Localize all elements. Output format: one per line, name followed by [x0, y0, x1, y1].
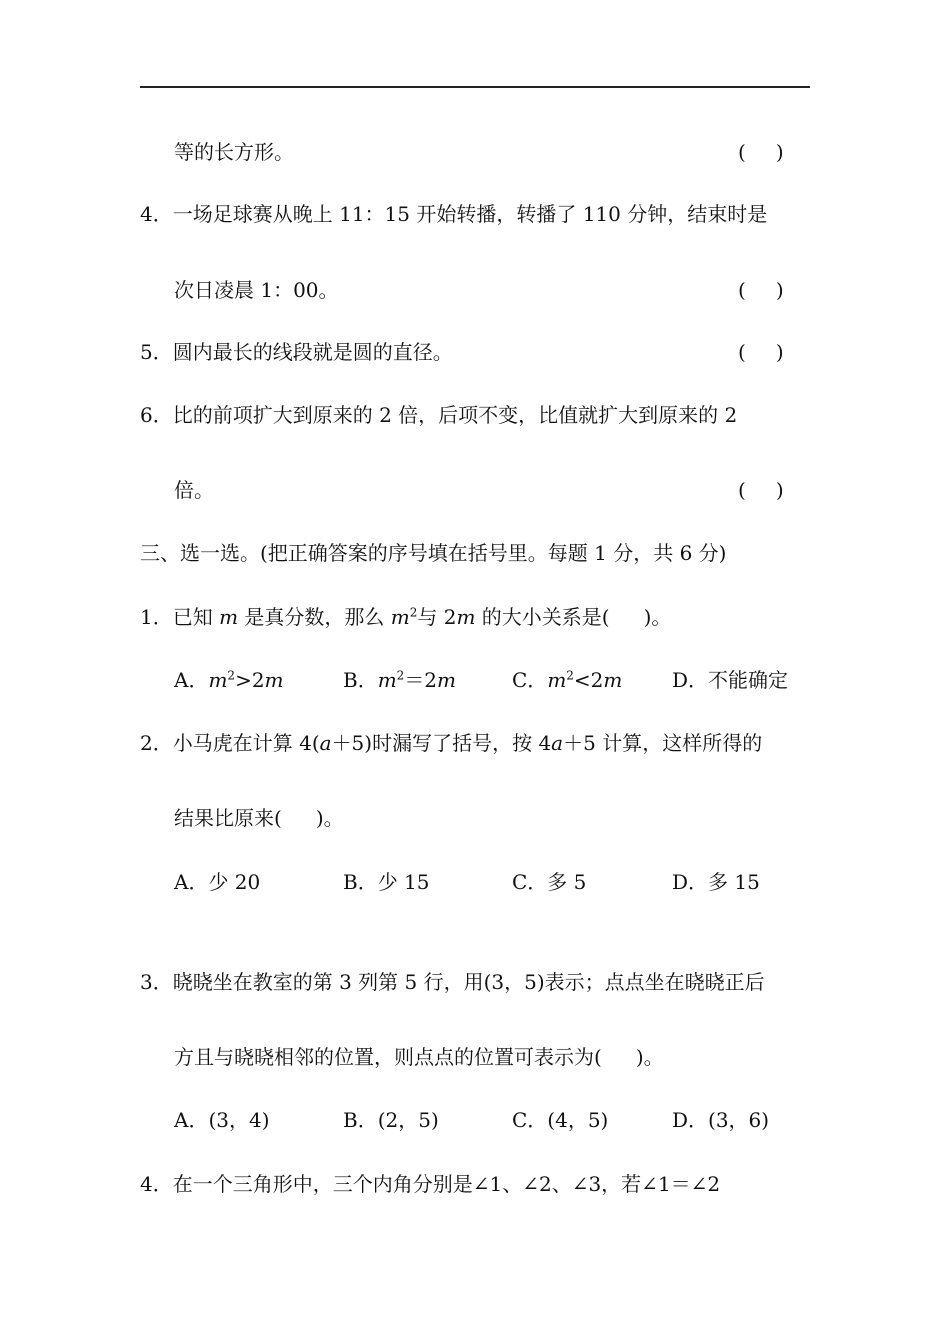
choice-q3-line1: 3．晓晓坐在教室的第 3 列第 5 行，用(3，5)表示；点点坐在晓晓正后 — [140, 970, 765, 994]
choice-q3-line2: 方且与晓晓相邻的位置，则点点的位置可表示为( )。 — [174, 1045, 664, 1069]
question-number: 6． — [140, 403, 173, 427]
option-c[interactable]: C．(4，5) — [512, 1108, 609, 1132]
option-b[interactable]: B．(2，5) — [343, 1108, 439, 1132]
judge-q6-line1 — [140, 401, 737, 429]
option-d[interactable]: D．(3，6) — [672, 1108, 770, 1132]
question-number: 5． — [140, 340, 173, 364]
option-c[interactable]: C．$m^2<2m$ — [512, 668, 623, 692]
answer-parens[interactable] — [738, 338, 784, 366]
paren-close: ) — [775, 340, 784, 364]
answer-parens[interactable] — [738, 138, 784, 166]
paren-open: ( — [738, 478, 746, 502]
option-d[interactable]: D．多 15 — [672, 870, 760, 894]
variable-m: m — [219, 605, 239, 629]
question-number: 2． — [140, 731, 173, 755]
header-rule — [140, 86, 810, 88]
choice-q4-line1: 4．在一个三角形中，三个内角分别是∠1、∠2、∠3，若∠1＝∠2 — [140, 1172, 721, 1196]
paren-open: ( — [738, 140, 746, 164]
paren-open: ( — [738, 278, 746, 302]
option-b[interactable]: B．少 15 — [343, 870, 430, 894]
answer-parens[interactable] — [738, 476, 784, 504]
choice-q2-line2: 结果比原来( )。 — [174, 806, 344, 830]
judge-q4-line1 — [140, 200, 767, 228]
option-c[interactable]: C．多 5 — [512, 870, 587, 894]
paren-close: ) — [775, 140, 784, 164]
exponent: 2 — [409, 605, 418, 620]
judge-q4-line2: 次日凌晨 1：00。 — [174, 278, 339, 302]
paren-close: ) — [775, 478, 784, 502]
question-text: 一场足球赛从晚上 11：15 开始转播，转播了 110 分钟，结束时是 — [172, 202, 768, 226]
question-number: 1． — [140, 605, 173, 629]
option-a[interactable]: A．(3，4) — [174, 1108, 270, 1132]
paren-open: ( — [738, 340, 746, 364]
variable-m: m — [390, 605, 410, 629]
choice-q1-line1: 1．已知 m 是真分数，那么 $m^2$与 2m 的大小关系是( )。 — [140, 605, 672, 629]
section-heading: 三、选一选。(把正确答案的序号填在括号里。每题 1 分，共 6 分) — [140, 541, 727, 565]
question-text: 比的前项扩大到原来的 2 倍，后项不变，比值就扩大到原来的 2 — [172, 403, 738, 427]
variable-m: m — [456, 605, 476, 629]
question-number: 3． — [140, 970, 173, 994]
option-a[interactable]: A．$m^2>2m$ — [174, 668, 284, 692]
question-number: 4． — [140, 1172, 173, 1196]
variable-a: a — [551, 731, 564, 755]
choice-q2-line1: 2．小马虎在计算 4(a＋5)时漏写了括号，按 4a＋5 计算，这样所得的 — [140, 731, 763, 755]
judge-q6-line2: 倍。 — [174, 478, 214, 502]
answer-parens[interactable] — [738, 276, 784, 304]
option-a[interactable]: A．少 20 — [174, 870, 261, 894]
question-number: 4． — [140, 202, 173, 226]
judge-q3-continuation: 等的长方形。 — [174, 140, 294, 164]
judge-q5-line — [140, 338, 453, 366]
variable-a: a — [319, 731, 332, 755]
question-text: 圆内最长的线段就是圆的直径。 — [172, 340, 453, 364]
option-d[interactable]: D．不能确定 — [672, 668, 789, 692]
option-b[interactable]: B．$m^2=2m$ — [343, 668, 457, 692]
paren-close: ) — [775, 278, 784, 302]
